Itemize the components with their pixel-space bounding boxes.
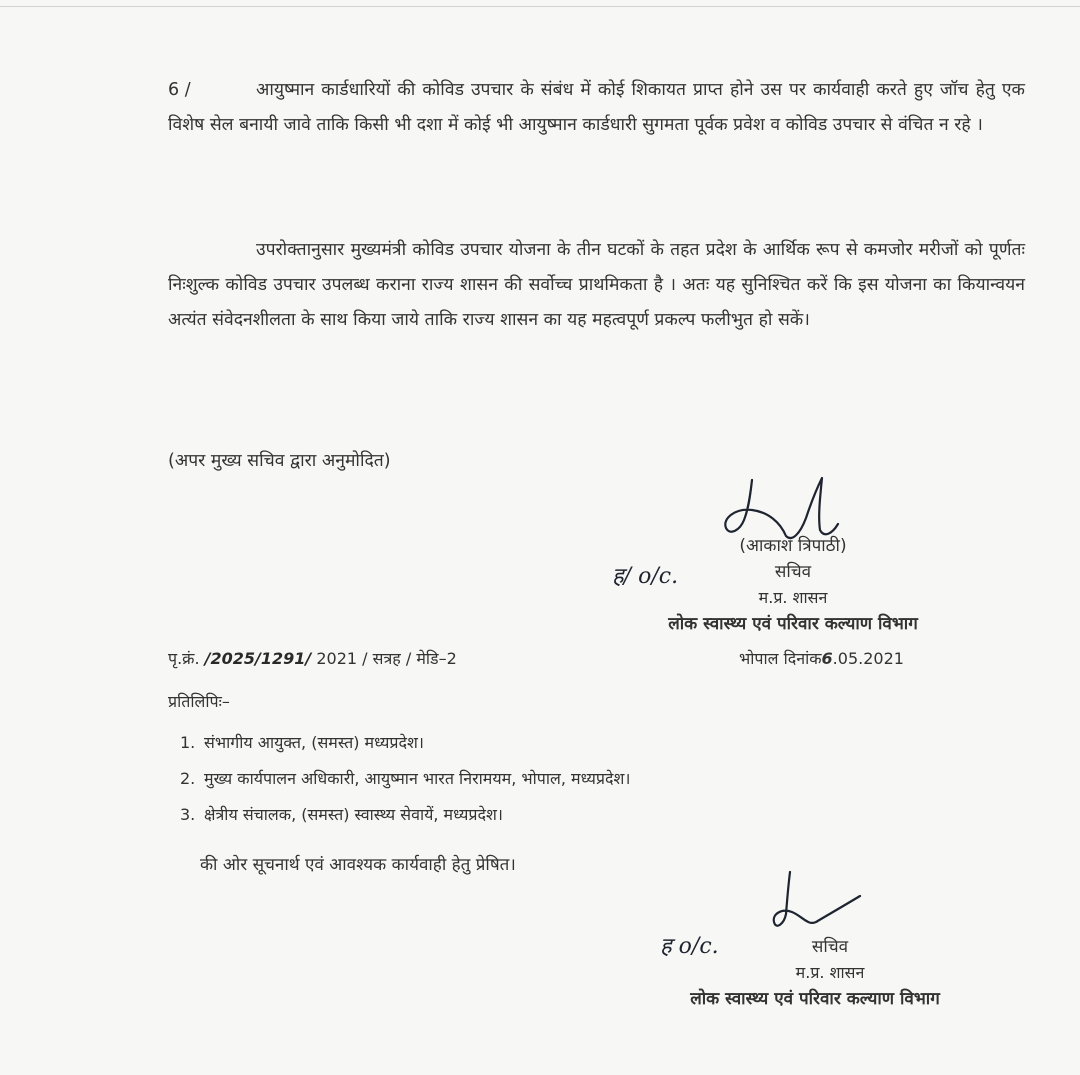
signatory-designation-2: सचिव [811,937,849,957]
handwritten-reference: /2025/1291/ [204,649,312,668]
paragraph-6-text: आयुष्मान कार्डधारियों की कोविड उपचार के संबंध में कोई शिकायत प्राप्त होने उस पर कार्यवाही करते हुए जॉच हेतु एक विशेष सेल बनायी जावे ताकि किसी भी दशा में कोई भी आयुष्मान कार्डधारी सुगमता पूर्वक प्रवेश व कोविड उपचार से वंचित न रहे । [168,80,1025,135]
signatory-name: (आकाश त्रिपाठी) [739,536,847,556]
top-divider [0,6,1080,7]
signatory-government-2: म.प्र. शासन [795,963,865,982]
signatory-designation: सचिव [774,562,812,582]
copy-to-item: 2. मुख्य कार्यपालन अधिकारी, आयुष्मान भारत निरामयम, भोपाल, मध्यप्रदेश। [180,769,631,788]
paragraph-6 [168,73,1025,143]
signature-block-2 [640,934,990,1012]
copy-to-item: 3. क्षेत्रीय संचालक, (समस्त) स्वास्थ्य सेवायें, मध्यप्रदेश। [180,805,503,824]
signature-initials-2: ह o/c. [660,934,719,959]
signatory-department: लोक स्वास्थ्य एवं परिवार कल्याण विभाग [668,614,918,634]
signature-block-1 [618,533,968,637]
copy-to-label: प्रतिलिपिः– [168,692,230,711]
copy-to-item: 1. संभागीय आयुक्त, (समस्त) मध्यप्रदेश। [180,733,424,752]
letter-date: भोपाल दिनांक6.05.2021 [739,649,904,668]
reference-number: पृ.क्रं. /2025/1291/ 2021 / सत्रह / मेडि–2 [168,649,457,668]
paragraph-number: 6 / [168,80,191,100]
forwarding-note: की ओर सूचनार्थ एवं आवश्यक कार्यवाही हेतु प्रेषित। [200,855,516,875]
signatory-government: म.प्र. शासन [758,588,828,607]
summary-paragraph: उपरोक्तानुसार मुख्यमंत्री कोविड उपचार योजना के तीन घटकों के तहत प्रदेश के आर्थिक रूप से कमजोर मरीजों को पूर्णतः निःशुल्क कोविड उपचार उपलब्ध कराना राज्य शासन की सर्वोच्च प्राथमिकता है । अतः यह सुनिश्चित करें कि इस योजना का कियान्वयन अत्यंत संवेदनशीलता के साथ किया जाये ताकि राज्य शासन का यह महत्वपूर्ण प्रकल्प फलीभुत हो सकें। [168,240,1025,330]
approval-note: (अपर मुख्य सचिव द्वारा अनुमोदित) [168,451,391,471]
handwritten-day: 6 [821,649,833,668]
copy-to-list [180,725,630,833]
signature-initials-1: ह/ o/c. [612,564,679,589]
signatory-department-2: लोक स्वास्थ्य एवं परिवार कल्याण विभाग [690,989,940,1009]
